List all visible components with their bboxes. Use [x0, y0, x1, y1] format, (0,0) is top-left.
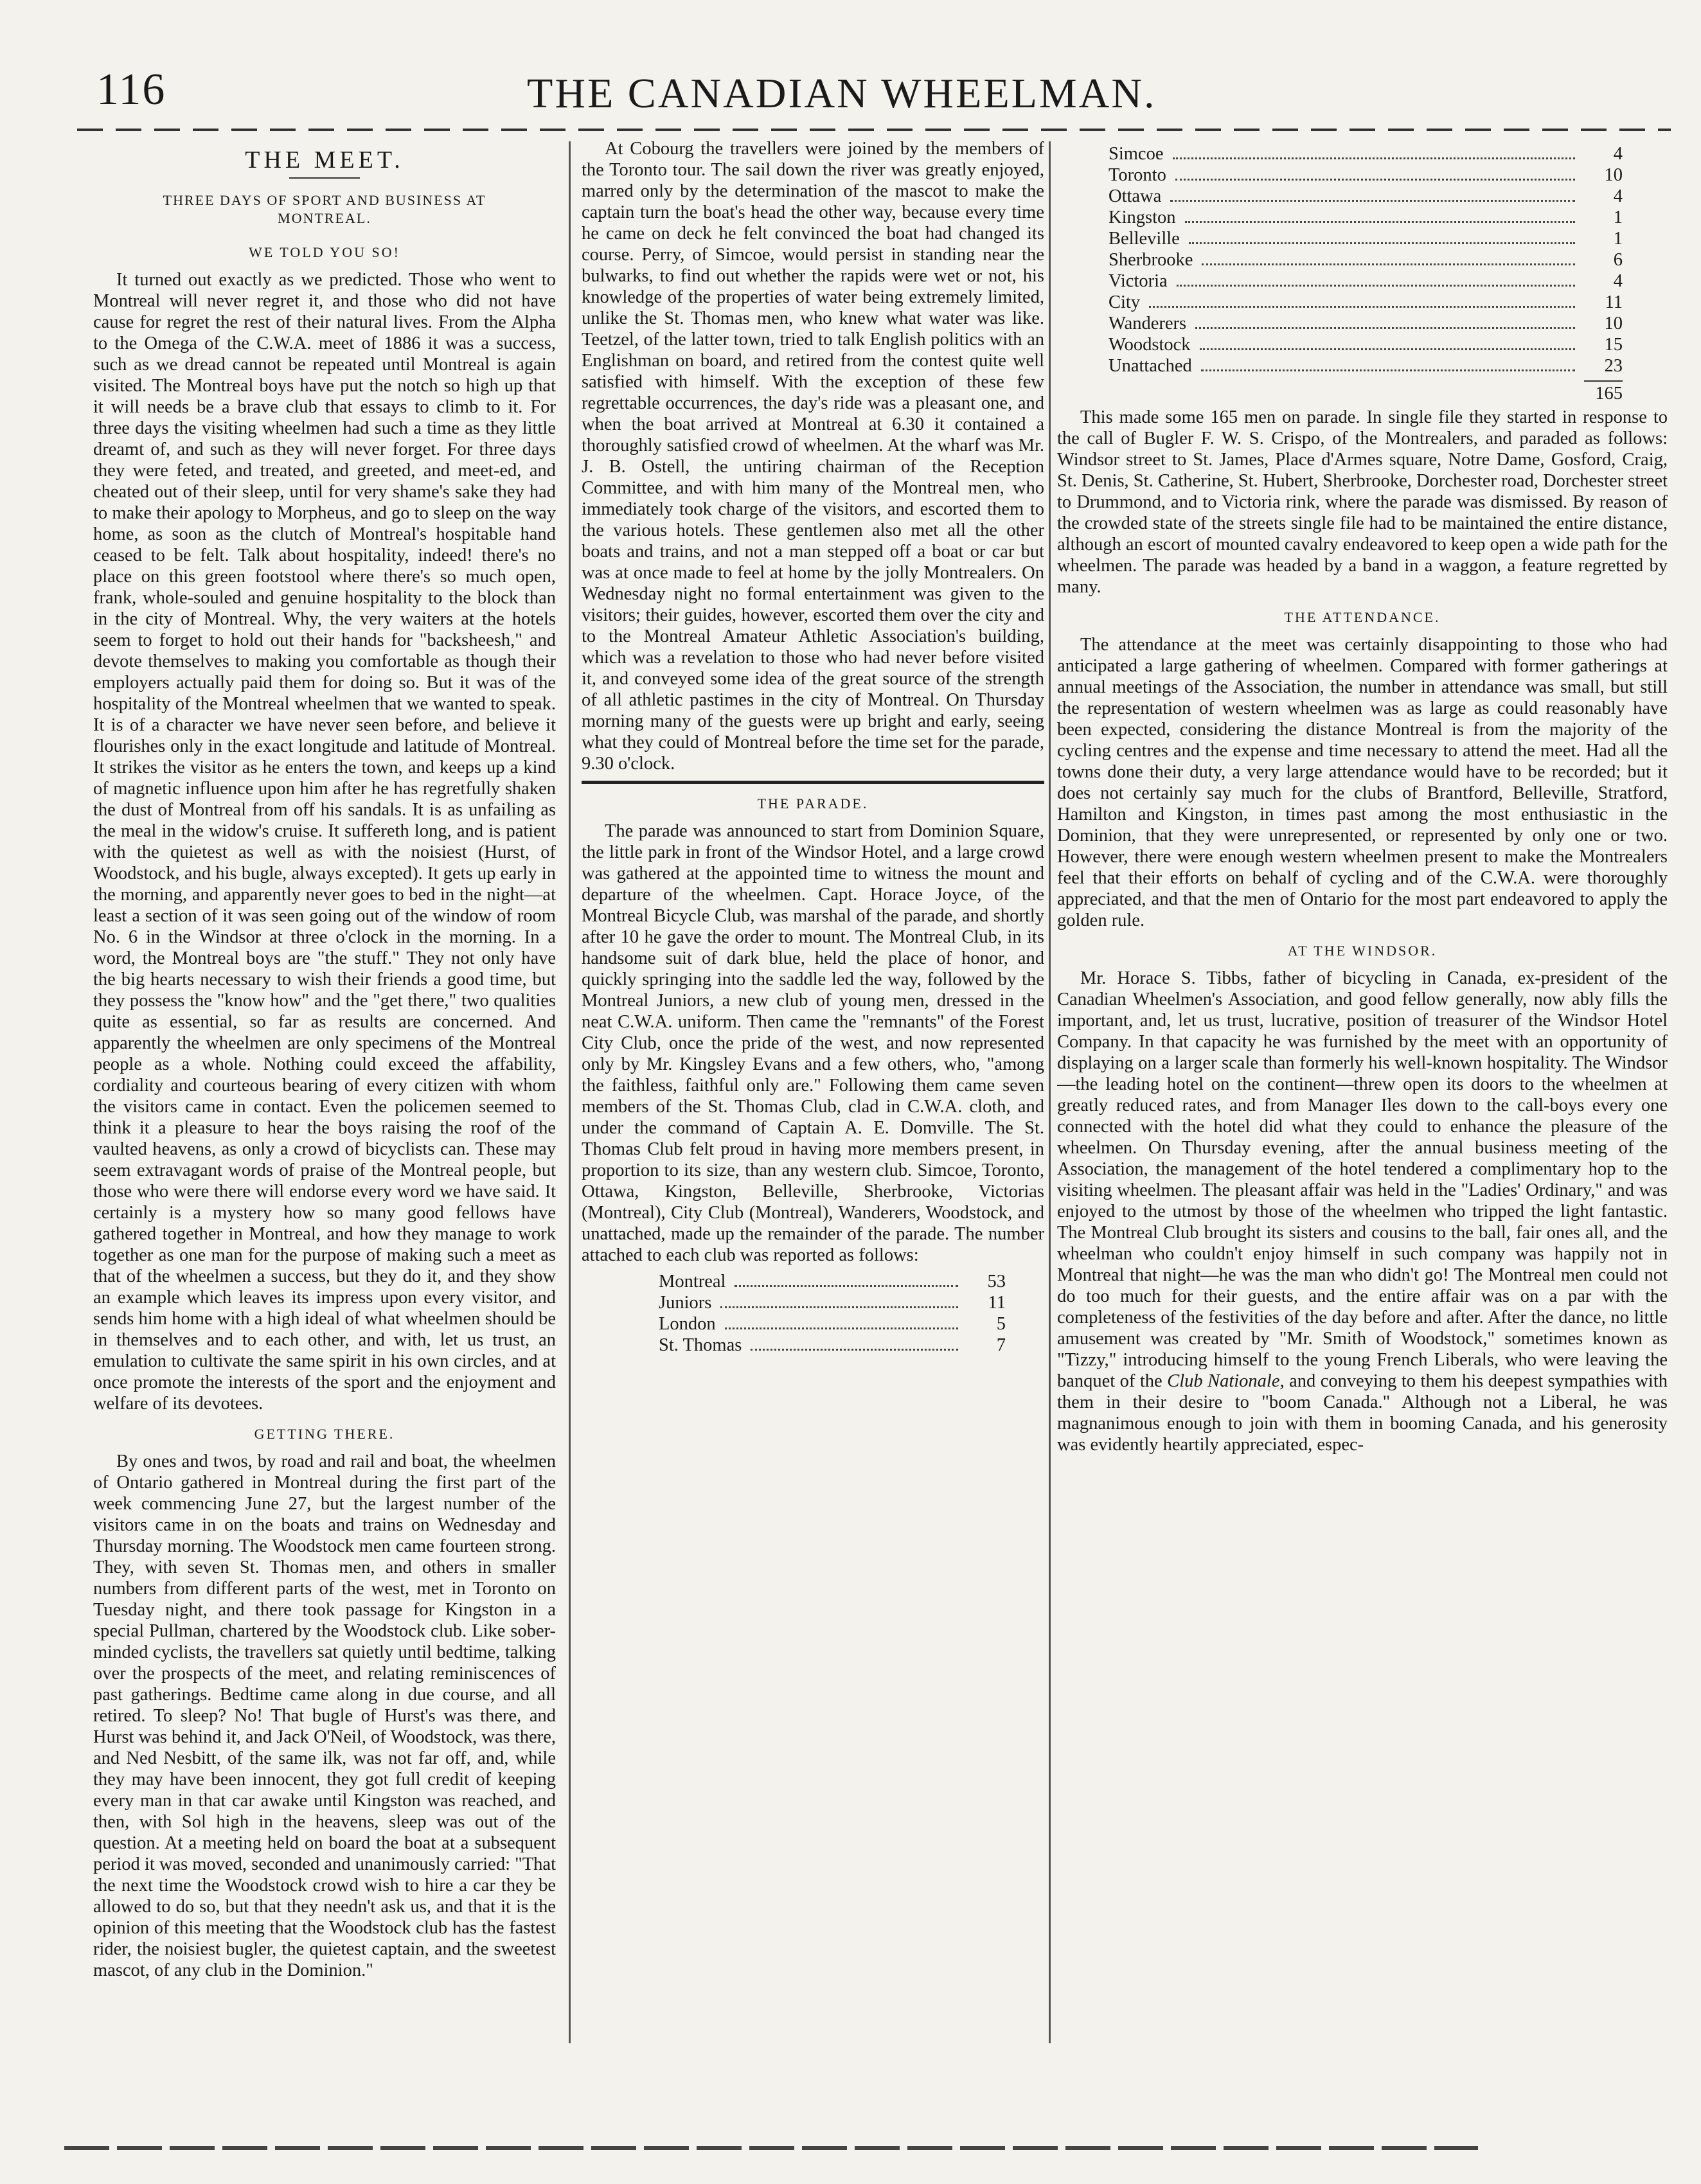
club-count: 11 [1605, 292, 1623, 312]
section-heading: GETTING THERE. [254, 1426, 395, 1442]
club-name: Simcoe [1109, 144, 1164, 164]
club-table-a [582, 1271, 1044, 1356]
club-count: 5 [996, 1314, 1006, 1334]
section-heading: THE ATTENDANCE. [1284, 609, 1441, 625]
table-row [582, 1292, 1044, 1313]
column-1 [93, 138, 556, 2117]
column-rule [569, 141, 571, 2043]
club-count: 4 [1613, 271, 1623, 291]
club-count: 11 [988, 1293, 1006, 1313]
club-name: Toronto [1109, 165, 1166, 185]
section-heading: WE TOLD YOU SO! [249, 244, 400, 260]
paragraph: This made some 165 men on parade. In single file they started in response to the call of Bugler F. W. S. Crispo, of the Montrealers, and paraded as follows: Windsor street to St. James, Place d'Armes square, Notre Dame, Gosford, Craig, St. Denis, St. Catherine, St. Hubert, Sherbrooke, Dorchester road, Dorchester street to Drummond, and to Victoria rink, where the parade was dismissed. By reason of the crowded state of the streets single file had to be maintained the entire distance, although an escort of mounted cavalry endeavored to keep open a wide path for the wheelmen. The parade was headed by a band in a waggon, a feature regretted by many. [1057, 407, 1668, 597]
section-heading: AT THE WINDSOR. [1287, 943, 1438, 959]
club-name: Unattached [1109, 356, 1192, 376]
article-title: THE MEET. [245, 146, 404, 173]
club-name: Belleville [1109, 229, 1180, 249]
italic-name: Club Nationale, [1167, 1371, 1285, 1391]
leader-dots [1173, 157, 1576, 159]
club-name: Sherbrooke [1109, 250, 1193, 270]
table-row [1057, 355, 1668, 377]
leader-dots [1149, 306, 1575, 308]
club-count: 4 [1613, 144, 1623, 164]
club-total: 165 [1595, 384, 1623, 404]
club-name: Montreal [659, 1272, 726, 1292]
column-3 [1057, 138, 1668, 2117]
paragraph [1057, 968, 1668, 1455]
section-rule [582, 781, 1044, 784]
club-table-b [1057, 143, 1668, 404]
club-name: Wanderers [1109, 314, 1187, 333]
club-count: 7 [996, 1335, 1006, 1355]
club-name: Victoria [1109, 271, 1168, 291]
leader-dots [720, 1306, 958, 1308]
club-name: St. Thomas [659, 1335, 742, 1355]
club-count: 1 [1613, 229, 1623, 249]
table-row [1057, 143, 1668, 164]
club-name: Ottawa [1109, 186, 1162, 206]
table-row [1057, 186, 1668, 207]
table-row [1057, 228, 1668, 249]
leader-dots [725, 1327, 958, 1329]
leader-dots [735, 1285, 958, 1287]
table-row [1057, 207, 1668, 228]
column-rule [1049, 141, 1051, 2043]
leader-dots [1200, 348, 1575, 350]
paragraph: It turned out exactly as we predicted. Those who went to Montreal will never regret it, and those who did not have cause for regret the rest of their natural lives. From the Alpha to the Omega of the C.W.A. meet of 1886 it was a success, such as we dread cannot be repeated until Montreal is again visited. The Montreal boys have put the notch so high up that it will needs be a brave club that essays to climb to it. For three days the visiting wheelmen had such a time as they little dreamt of, and such as they will never forget. For three days they were feted, and treated, and greeted, and meet-ed, and cheated out of their sleep, until for very shame's sake they had to make their apology to Morpheus, and go to sleep on the way home, as soon as the clutch of Montreal's hospitable hand ceased to be felt. Talk about hospitality, indeed! there's no place on this green footstool where there's so much open, frank, whole-souled and genuine hospitality to the block than in the city of Montreal. Why, the very waiters at the hotels seem to forget to hold out their hands for "backsheesh," and devote themselves to making you comfortable as though their employers actually paid them for doing so. But it was of the hospitality of the Montreal wheelmen that we wanted to speak. It is of a character we have never seen before, and believe it flourishes only in the exact longitude and latitude of Montreal. It strikes the visitor as he enters the town, and keeps up a kind of magnetic influence upon him after he has regretfully shaken the dust of Montreal from off his sandals. It is as unfailing as the meal in the widow's cruise. It suffereth long, and is patient with the quietest as well as with the noisiest (Hurst, of Woodstock, and his bugle, always excepted). It gets up early in the morning, and apparently never goes to bed in the night—at least a section of it was seen going out of the window of room No. 6 in the Windsor at three o'clock in the morning. In a word, the Montreal boys are "the stuff." They not only have the big hearts necessary to wish their friends a good time, but they possess the "know how" and the "get there," two qualities quite as essential, so far as results are concerned. And apparently the wheelmen are only specimens of the Montreal people as a whole. Nothing could exceed the affability, cordiality and courteous bearing of every citizen with whom the visitors came in contact. Even the policemen seemed to think it a pleasure to hear the boys raising the roof of the vaulted heavens, as only a crowd of bicyclists can. These may seem extravagant words of praise of the Montreal people, but those who were there will endorse every word we have said. It certainly is a mystery how so many good fellows have gathered together in Montreal, and how they manage to work together as one man for the purpose of making such a meet as that of the wheelmen a success, but they do it, and they show an example which leaves its impress upon every visitor, and sends him home with a high ideal of what wheelmen should be in themselves and to each other, and with, let us trust, an emulation to cultivate the same spirit in his own circles, and at once promote the interests of the sport and the enjoyment and welfare of its devotees. [93, 270, 556, 1414]
club-name: Woodstock [1109, 335, 1191, 355]
club-name: London [659, 1314, 716, 1334]
club-name: Kingston [1109, 208, 1176, 227]
table-row [1057, 292, 1668, 313]
club-count: 53 [987, 1272, 1006, 1292]
paragraph-text: and conveying to them his deepest sympathies with them in their desire to "boom Canada." Although not a Liberal, he was magnanimous enough to join with them in booming Canada, and his generosity was evidently heartily appreciated, espec- [1057, 1371, 1668, 1455]
club-count: 15 [1604, 335, 1623, 355]
club-count: 23 [1604, 356, 1623, 376]
club-name: Juniors [659, 1293, 712, 1313]
leader-dots [1189, 242, 1575, 244]
leader-dots [1202, 263, 1575, 265]
table-row [582, 1271, 1044, 1292]
title-rule [289, 177, 360, 179]
page-number: 116 [96, 65, 166, 114]
paragraph-continued: By ones and twos, by road and rail and boat, the wheelmen of Ontario gathered in Montreal during the first part of the week commencing June 27, but the largest number of the visitors came in on the boats and trains on Wednesday and Thursday morning. The Woodstock men came fourteen strong. They, with seven St. Thomas men, and others in smaller numbers from different parts of the west, met in Toronto on Tuesday night, and there took passage for Kingston in a special Pullman, chartered by the Woodstock club. Like sober-minded cyclists, the travellers sat quietly until bedtime, talking over the prospects of the meet, and relating reminiscences of past gatherings. Bedtime came along in due course, and all retired. To sleep? No! That bugle of Hurst's was there, and Hurst was behind it, and Jack O'Neil, of Woodstock, was there, and Ned Nesbitt, of the same ilk, was not far off, and, while they may have been innocent, they got full credit of keeping every man in that car awake until Kingston was reached, and then, with Sol high in the heavens, sleep was out of the question. At a meeting held on board the boat at a subsequent period it was moved, seconded and unanimously carried: "That the next time the Woodstock crowd wish to hire a car they be allowed to do so, but that they needn't ask us, and that it is the opinion of this meeting that the Woodstock club has the fastest rider, the noisiest bugler, the quietest captain, and the sweetest mascot, of any club in the Dominion." [93, 1452, 556, 1980]
leader-dots [1177, 285, 1575, 287]
club-count: 6 [1613, 250, 1623, 270]
leader-dots [1185, 221, 1575, 223]
table-row [582, 1335, 1044, 1356]
table-row [1057, 313, 1668, 334]
club-count: 1 [1613, 208, 1623, 227]
table-row [1057, 334, 1668, 355]
leader-dots [751, 1349, 958, 1351]
leader-dots [1175, 179, 1575, 181]
footer-rule [64, 2146, 1478, 2150]
table-row [1057, 249, 1668, 271]
leader-dots [1195, 327, 1575, 329]
club-count: 10 [1604, 314, 1623, 333]
header-rule [77, 129, 1671, 131]
column-2 [582, 138, 1044, 2117]
club-count: 10 [1604, 165, 1623, 185]
table-row [582, 1313, 1044, 1335]
total-rule [1584, 380, 1623, 382]
paragraph: At Cobourg the travellers were joined by the members of the Toronto tour. The sail down the river was greatly enjoyed, marred only by the determination of the mascot to make the captain turn the boat's head the other way, because every time he came on deck he felt convinced the boat had changed its course. Perry, of Simcoe, would persist in standing near the bulwarks, to find out whether the rapids were wet or not, his knowledge of the properties of water being extremely limited, unlike the St. Thomas men, who knew what water was like. Teetzel, of the latter town, tried to talk English politics with an Englishman on board, and retired from the contest quite well satisfied with himself. With the exception of these few regrettable occurrences, the day's ride was a pleasant one, and when the boat arrived at Montreal at 6.30 it contained a thoroughly satisfied crowd of wheelmen. At the wharf was Mr. J. B. Ostell, the untiring chairman of the Reception Committee, and with him many of the Montreal men, who immediately took charge of the visitors, and escorted them to the various hotels. These gentlemen also met all the other boats and trains, and not a man stepped off a boat or car but was at once made to feel at home by the jolly Montrealers. On Wednesday night no formal entertainment was given to the visitors; their guides, however, escorted them over the city and to the Montreal Amateur Athletic Association's building, which was a revelation to those who had never before visited it, and conveyed some idea of the great source of the strength of all athletic pastimes in the city of Montreal. On Thursday morning many of the guests were up bright and early, seeing what they could of Montreal before the time set for the parade, 9.30 o'clock. [582, 139, 1044, 774]
table-row [1057, 271, 1668, 292]
article-deck: THREE DAYS OF SPORT AND BUSINESS AT MONTREAL. [163, 192, 486, 226]
table-row [1057, 164, 1668, 186]
leader-dots [1170, 200, 1575, 202]
paragraph-text: Mr. Horace S. Tibbs, father of bicycling in Canada, ex-president of the Canadian Wheelmen's Association, and good fellow generally, now ably fills the important, and, let us trust, lucrative, position of treasurer of the Windsor Hotel Company. In that capacity he was furnished by the meet with an opportunity of displaying on a larger scale than formerly his well-known hospitality. The Windsor—the leading hotel on the continent—threw open its doors to the wheelmen at greatly reduced rates, and from Manager Iles down to the call-boys every one connected with the hotel did what they could to enhance the pleasure of the wheelmen. On Thursday evening, after the annual business meeting of the Association, the management of the hotel tendered a complimentary hop to the visiting wheelmen. The pleasant affair was held in the "Ladies' Ordinary," and was enjoyed to the utmost by those of the wheelmen who tripped the light fantastic. The Montreal Club brought its sisters and cousins to the ball, fair ones all, and the wheelman who couldn't enjoy himself in such company was happily not in Montreal that night—he was the man who didn't go! The Montreal men could not do too much for their guests, and the entire affair was on a par with the completeness of the festivities of the day before and after. After the dance, no little amusement was created by "Mr. Smith of Woodstock," sometimes known as "Tizzy," introducing himself to the young French Liberals, who were leaving the banquet of the [1057, 968, 1668, 1391]
section-heading: THE PARADE. [757, 795, 869, 812]
leader-dots [1201, 369, 1575, 371]
paragraph: The attendance at the meet was certainly disappointing to those who had anticipated a large gathering of wheelmen. Compared with former gatherings at annual meetings of the Association, the number in attendance was small, but still the representation of western wheelmen was as large as could reasonably have been expected, considering the distance Montreal is from the majority of the cycling centres and the expense and time necessary to attend the meet. Had all the towns done their duty, a very large attendance would have to be recorded; but it does not certainly say much for the clubs of Brantford, Belleville, Stratford, Hamilton and Kingston, in times past among the most enthusiastic in the Dominion, that they were unrepresented, or represented by only one or two. However, there were enough western wheelmen present to make the Montrealers feel that their efforts on behalf of cycling and of the C.W.A. were thoroughly appreciated, and that the men of Ontario for the most part endeavored to apply the golden rule. [1057, 635, 1668, 930]
masthead-title: THE CANADIAN WHEELMAN. [527, 70, 1157, 117]
club-count: 4 [1613, 186, 1623, 206]
club-name: City [1109, 292, 1141, 312]
paragraph: The parade was announced to start from Dominion Square, the little park in front of the Windsor Hotel, and a large crowd was gathered at the appointed time to witness the mount and departure of the wheelmen. Capt. Horace Joyce, of the Montreal Bicycle Club, was marshal of the parade, and shortly after 10 he gave the order to mount. The Montreal Club, in its handsome suit of dark blue, held the place of honor, and quickly springing into the saddle led the way, followed by the Montreal Juniors, a new club of young men, dressed in the neat C.W.A. uniform. Then came the "remnants" of the Forest City Club, once the pride of the west, and now represented only by Mr. Kingsley Evans and a few others, who, "among the faithless, faithful only are." Following them came seven members of the St. Thomas Club, clad in C.W.A. cloth, and under the command of Captain A. E. Domville. The St. Thomas Club felt proud in having more members present, in proportion to its size, than any western club. Simcoe, Toronto, Ottawa, Kingston, Belleville, Sherbrooke, Victorias (Montreal), City Club (Montreal), Wanderers, Woodstock, and unattached, made up the remainder of the parade. The number attached to each club was reported as follows: [582, 821, 1044, 1265]
